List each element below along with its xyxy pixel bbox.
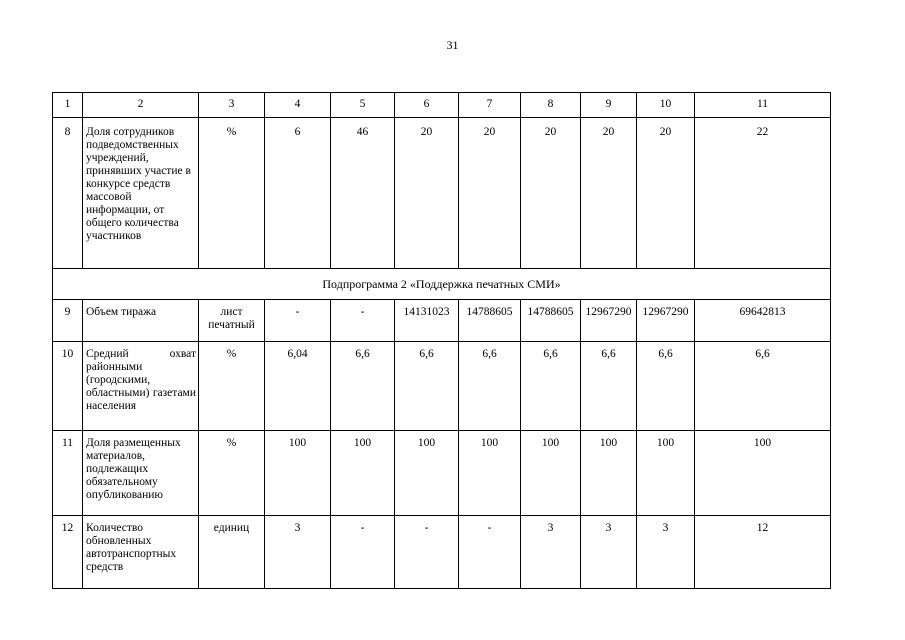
value-cell: 100 (331, 431, 395, 516)
unit-cell: % (199, 342, 265, 431)
indicator-name: Доля размещенных материалов, подлежащих обязательному опубликованию (83, 431, 199, 516)
row-number: 11 (53, 431, 83, 516)
unit-cell: единиц (199, 516, 265, 589)
value-cell: 6,6 (331, 342, 395, 431)
value-cell: - (459, 516, 521, 589)
value-cell: 14788605 (521, 300, 581, 342)
value-cell: 3 (265, 516, 331, 589)
value-cell: 14788605 (459, 300, 521, 342)
indicator-name: Доля сотрудников подведомственных учреждений, принявших участие в конкурсе средств массовой информации, от общего количества участников (83, 118, 199, 269)
value-cell: 46 (331, 118, 395, 269)
value-cell: 14131023 (395, 300, 459, 342)
column-number: 4 (265, 93, 331, 118)
row-number: 12 (53, 516, 83, 589)
table-row (53, 118, 831, 269)
value-cell: 100 (521, 431, 581, 516)
column-number: 1 (53, 93, 83, 118)
value-cell: 6,6 (521, 342, 581, 431)
indicator-name: Средний охват районными (городскими, областными) газетами населения (83, 342, 199, 431)
table-row (53, 300, 831, 342)
column-number: 10 (637, 93, 695, 118)
table-row (53, 516, 831, 589)
indicators-table (52, 92, 831, 589)
value-cell: 100 (581, 431, 637, 516)
column-number: 9 (581, 93, 637, 118)
unit-cell: % (199, 118, 265, 269)
value-cell: 100 (459, 431, 521, 516)
value-cell: 20 (581, 118, 637, 269)
value-cell: 6,6 (581, 342, 637, 431)
column-number: 6 (395, 93, 459, 118)
row-number: 9 (53, 300, 83, 342)
value-cell: 100 (395, 431, 459, 516)
table-row (53, 342, 831, 431)
column-number-row (53, 93, 831, 118)
value-cell: - (331, 516, 395, 589)
column-number: 8 (521, 93, 581, 118)
value-cell: 6,04 (265, 342, 331, 431)
total-cell: 22 (695, 118, 831, 269)
value-cell: 20 (637, 118, 695, 269)
value-cell: 12967290 (581, 300, 637, 342)
value-cell: - (395, 516, 459, 589)
page-number: 31 (446, 38, 459, 52)
row-number: 8 (53, 118, 83, 269)
column-number: 11 (695, 93, 831, 118)
indicator-name: Объем тиража (83, 300, 199, 342)
column-number: 7 (459, 93, 521, 118)
column-number: 2 (83, 93, 199, 118)
value-cell: 6,6 (637, 342, 695, 431)
total-cell: 69642813 (695, 300, 831, 342)
value-cell: - (265, 300, 331, 342)
value-cell: 6,6 (459, 342, 521, 431)
value-cell: 6,6 (395, 342, 459, 431)
value-cell: 20 (395, 118, 459, 269)
value-cell: 100 (265, 431, 331, 516)
section-row (53, 269, 831, 300)
value-cell: 6 (265, 118, 331, 269)
section-title: Подпрограмма 2 «Поддержка печатных СМИ» (53, 269, 831, 300)
value-cell: 3 (581, 516, 637, 589)
value-cell: 12967290 (637, 300, 695, 342)
column-number: 3 (199, 93, 265, 118)
unit-cell: лист печатный (199, 300, 265, 342)
table-row (53, 431, 831, 516)
value-cell: 100 (637, 431, 695, 516)
value-cell: 3 (521, 516, 581, 589)
value-cell: 20 (521, 118, 581, 269)
indicator-name: Количество обновленных автотранспортных средств (83, 516, 199, 589)
total-cell: 12 (695, 516, 831, 589)
unit-cell: % (199, 431, 265, 516)
value-cell: 20 (459, 118, 521, 269)
value-cell: 3 (637, 516, 695, 589)
column-number: 5 (331, 93, 395, 118)
total-cell: 100 (695, 431, 831, 516)
row-number: 10 (53, 342, 83, 431)
value-cell: - (331, 300, 395, 342)
total-cell: 6,6 (695, 342, 831, 431)
